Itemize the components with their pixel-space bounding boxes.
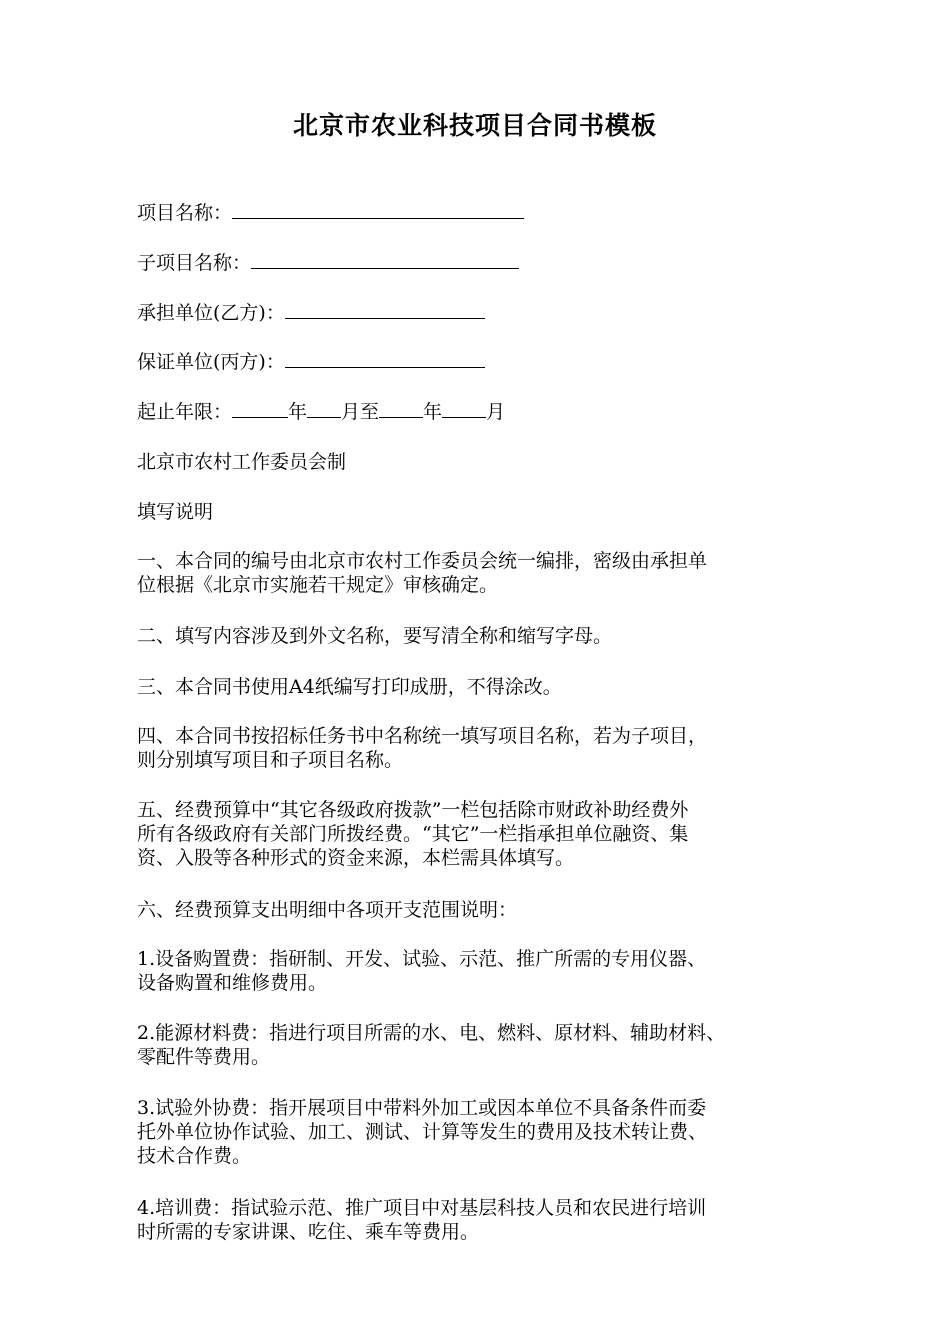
item-line: 2.能源材料费：指进行项目所需的水、电、燃料、原材料、辅助材料、 (137, 1022, 726, 1044)
expense-item-2 (137, 1021, 827, 1069)
instruction-item-4 (137, 724, 827, 772)
project-name-blank (232, 200, 524, 219)
guarantor-blank (285, 349, 485, 368)
project-name-label: 项目名称： (137, 202, 233, 224)
item-line: 4.培训费：指试验示范、推广项目中对基层科技人员和农民进行培训 (137, 1197, 707, 1219)
period-field (137, 399, 505, 424)
item-line: 零配件等费用。 (137, 1046, 271, 1068)
item-line: 六、经费预算支出明细中各项开支范围说明： (137, 899, 518, 921)
item-line: 资、入股等各种形式的资金来源，本栏需具体填写。 (137, 847, 575, 869)
item-line: 一、本合同的编号由北京市农村工作委员会统一编排，密级由承担单 (137, 550, 708, 572)
item-line: 托外单位协作试验、加工、测试、计算等发生的费用及技术转让费、 (137, 1121, 708, 1143)
item-line: 1.设备购置费：指研制、开发、试验、示范、推广所需的专用仪器、 (137, 948, 707, 970)
sub-project-name-blank (251, 250, 519, 269)
item-line: 则分别填写项目和子项目名称。 (137, 749, 404, 771)
item-line: 五、经费预算中“其它各级政府拨款”一栏包括除市财政补助经费外 (137, 799, 689, 821)
item-line: 技术合作费。 (137, 1145, 252, 1167)
issuer-line: 北京市农村工作委员会制 (137, 451, 347, 473)
period-start-month-blank (307, 399, 341, 418)
instruction-item-3 (137, 675, 827, 699)
period-label: 起止年限： (137, 401, 233, 423)
expense-item-1 (137, 947, 827, 995)
period-end-year-blank (379, 399, 423, 418)
period-month-1: 月至 (341, 401, 380, 423)
period-year-2: 年 (423, 401, 443, 423)
document-title: 北京市农业科技项目合同书模板 (292, 111, 657, 140)
item-line: 三、本合同书使用A4纸编写打印成册，不得涂改。 (137, 676, 562, 698)
instruction-item-2 (137, 624, 827, 648)
undertaker-field (137, 300, 485, 325)
item-line: 位根据《北京市实施若干规定》审核确定。 (137, 574, 499, 596)
item-line: 四、本合同书按招标任务书中名称统一填写项目名称，若为子项目， (137, 725, 708, 747)
period-start-year-blank (232, 399, 288, 418)
instruction-item-6 (137, 898, 827, 922)
sub-project-name-field (137, 250, 519, 275)
instructions-heading (137, 500, 827, 524)
period-end-month-blank (442, 399, 486, 418)
item-line: 3.试验外协费：指开展项目中带料外加工或因本单位不具备条件而委 (137, 1097, 707, 1119)
period-month-2: 月 (486, 401, 506, 423)
item-line: 设备购置和维修费用。 (137, 972, 328, 994)
issuer-text (137, 450, 827, 474)
expense-item-3 (137, 1096, 827, 1168)
guarantor-label: 保证单位(丙方)： (137, 351, 285, 373)
period-year-1: 年 (288, 401, 308, 423)
expense-item-4 (137, 1196, 827, 1244)
instruction-item-5 (137, 798, 827, 870)
instructions-heading-line: 填写说明 (137, 501, 214, 523)
item-line: 所有各级政府有关部门所拨经费。“其它”一栏指承担单位融资、集 (137, 823, 689, 845)
item-line: 二、填写内容涉及到外文名称，要写清全称和缩写字母。 (137, 625, 613, 647)
guarantor-field (137, 349, 485, 374)
sub-project-name-label: 子项目名称： (137, 252, 252, 274)
undertaker-blank (285, 300, 485, 319)
project-name-field (137, 200, 524, 225)
instruction-item-1 (137, 549, 827, 597)
undertaker-label: 承担单位(乙方)： (137, 302, 285, 324)
item-line: 时所需的专家讲课、吃住、乘车等费用。 (137, 1221, 480, 1243)
